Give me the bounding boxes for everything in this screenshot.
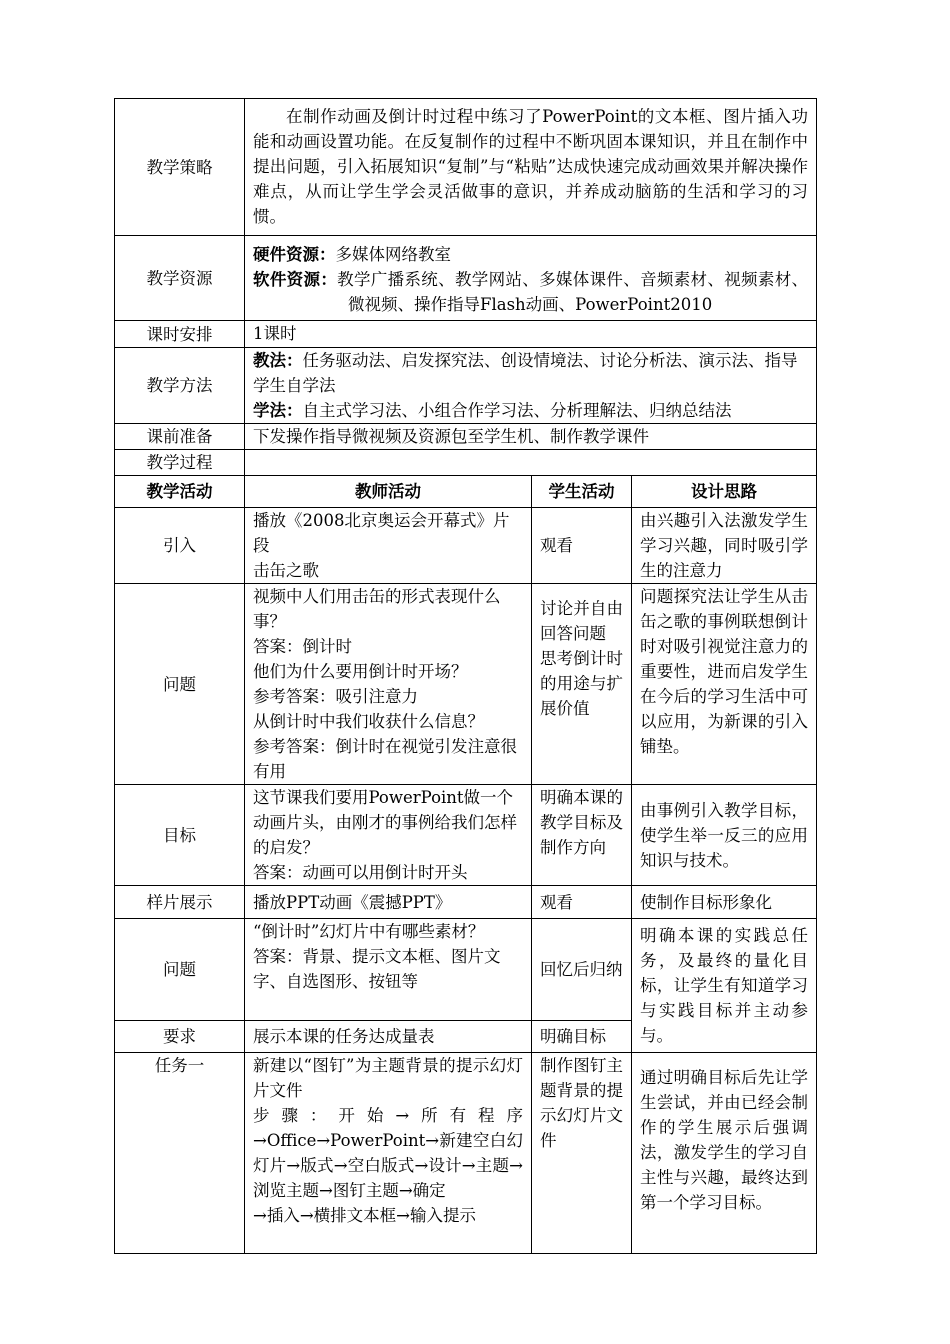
goal-label: 目标 (115, 785, 245, 886)
header-design: 设计思路 (632, 476, 817, 508)
software-key: 软件资源： (253, 270, 338, 289)
resources-label: 教学资源 (115, 236, 245, 321)
header-activity: 教学活动 (115, 476, 245, 508)
prep-label: 课前准备 (115, 424, 245, 450)
methods-row (115, 348, 817, 424)
task1-row (115, 1053, 817, 1254)
question2-design: 明确本课的实践总任务，及最终的量化目标，让学生有知道学习与实践目标并主动参与。 (632, 919, 817, 1053)
methods-label: 教学方法 (115, 348, 245, 424)
sample-row (115, 886, 817, 919)
task1-teacher-line: 步骤：开始→所有程序→Office→PowerPoint→新建空白幻灯片→版式→空白版式→设计→主题→浏览主题→图钉主题→确定 (253, 1106, 523, 1200)
question1-teacher-line: 视频中人们用击缶的形式表现什么事？ (253, 587, 501, 631)
question1-student-line: 思考倒计时的用途与扩展价值 (540, 649, 623, 718)
question1-label: 问题 (115, 584, 245, 785)
intro-teacher-line: 击缶之歌 (253, 561, 319, 580)
question1-teacher-line: 参考答案：吸引注意力 (253, 687, 418, 706)
question1-teacher-line: 答案：倒计时 (253, 637, 352, 656)
intro-label: 引入 (115, 508, 245, 584)
sample-student: 观看 (532, 886, 632, 919)
sample-design: 使制作目标形象化 (632, 886, 817, 919)
question2-row (115, 919, 817, 1021)
learn-method-value: 自主式学习法、小组合作学习法、分析理解法、归纳总结法 (302, 401, 732, 420)
sample-label: 样片展示 (115, 886, 245, 919)
goal-teacher-line: 这节课我们要用PowerPoint做一个动画片头，由刚才的事例给我们怎样的启发？ (253, 788, 517, 857)
question1-teacher-line: 他们为什么要用倒计时开场？ (253, 662, 468, 681)
goal-design: 由事例引入教学目标，使学生举一反三的应用知识与技术。 (632, 785, 817, 886)
goal-student: 明确本课的教学目标及制作方向 (532, 785, 632, 886)
process-label: 教学过程 (115, 450, 245, 476)
strategy-row (115, 99, 817, 236)
intro-design: 由兴趣引入法激发学生学习兴趣，同时吸引学生的注意力 (632, 508, 817, 584)
header-student: 学生活动 (532, 476, 632, 508)
strategy-label: 教学策略 (115, 99, 245, 236)
lesson-plan-table (114, 98, 817, 1254)
question2-teacher-line: “倒计时”幻灯片中有哪些素材？ (253, 922, 485, 941)
task1-student: 制作图钉主题背景的提示幻灯片文件 (532, 1053, 632, 1254)
task1-label: 任务一 (115, 1053, 245, 1254)
question1-teacher-line: 参考答案：倒计时在视觉引发注意很有用 (253, 737, 517, 781)
require-teacher: 展示本课的任务达成量表 (245, 1021, 532, 1053)
hours-value: 1课时 (245, 321, 817, 348)
task1-teacher-line: →插入→横排文本框→输入提示 (253, 1206, 476, 1225)
require-label: 要求 (115, 1021, 245, 1053)
sample-teacher: 播放PPT动画《震撼PPT》 (245, 886, 532, 919)
hours-label: 课时安排 (115, 321, 245, 348)
software-value: 教学广播系统、教学网站、多媒体课件、音频素材、视频素材、微视频、操作指导Flash动画、PowerPoint2010 (337, 270, 809, 314)
require-student: 明确目标 (532, 1021, 632, 1053)
question1-student-line: 讨论并自由回答问题 (540, 599, 623, 643)
teach-method-key: 教法： (253, 351, 303, 370)
resources-row (115, 236, 817, 321)
process-row (115, 450, 817, 476)
learn-method-key: 学法： (253, 401, 303, 420)
question2-student: 回忆后归纳 (532, 919, 632, 1021)
intro-row (115, 508, 817, 584)
header-row (115, 476, 817, 508)
question2-teacher-line: 答案：背景、提示文本框、图片文字、自选图形、按钮等 (253, 947, 501, 991)
intro-student: 观看 (532, 508, 632, 584)
question1-row (115, 584, 817, 785)
hardware-key: 硬件资源： (253, 245, 336, 264)
intro-teacher-line: 播放《2008北京奥运会开幕式》片段 (253, 511, 510, 555)
goal-row (115, 785, 817, 886)
question2-label: 问题 (115, 919, 245, 1021)
prep-row (115, 424, 817, 450)
hours-row (115, 321, 817, 348)
header-teacher: 教师活动 (245, 476, 532, 508)
prep-value: 下发操作指导微视频及资源包至学生机、制作教学课件 (245, 424, 817, 450)
goal-teacher-line: 答案：动画可以用倒计时开头 (253, 863, 468, 882)
task1-teacher-line: 新建以“图钉”为主题背景的提示幻灯片文件 (253, 1056, 523, 1100)
task1-design: 通过明确目标后先让学生尝试，并由已经会制作的学生展示后强调法，激发学生的学习自主性与兴趣，最终达到第一个学习目标。 (632, 1053, 817, 1254)
question1-teacher-line: 从倒计时中我们收获什么信息？ (253, 712, 484, 731)
strategy-text: 在制作动画及倒计时过程中练习了PowerPoint的文本框、图片插入功能和动画设置功能。在反复制作的过程中不断巩固本课知识，并且在制作中提出问题，引入拓展知识“复制”与“粘贴”达成快速完成动画效果并解决操作难点，从而让学生学会灵活做事的意识，并养成动脑筋的生活和学习的习惯。 (253, 107, 809, 226)
teach-method-value: 任务驱动法、启发探究法、创设情境法、讨论分析法、演示法、指导学生自学法 (253, 351, 798, 395)
question1-design: 问题探究法让学生从击缶之歌的事例联想倒计时对吸引视觉注意力的重要性，进而启发学生在今后的学习生活中可以应用，为新课的引入铺垫。 (632, 584, 817, 785)
hardware-value: 多媒体网络教室 (335, 245, 451, 264)
